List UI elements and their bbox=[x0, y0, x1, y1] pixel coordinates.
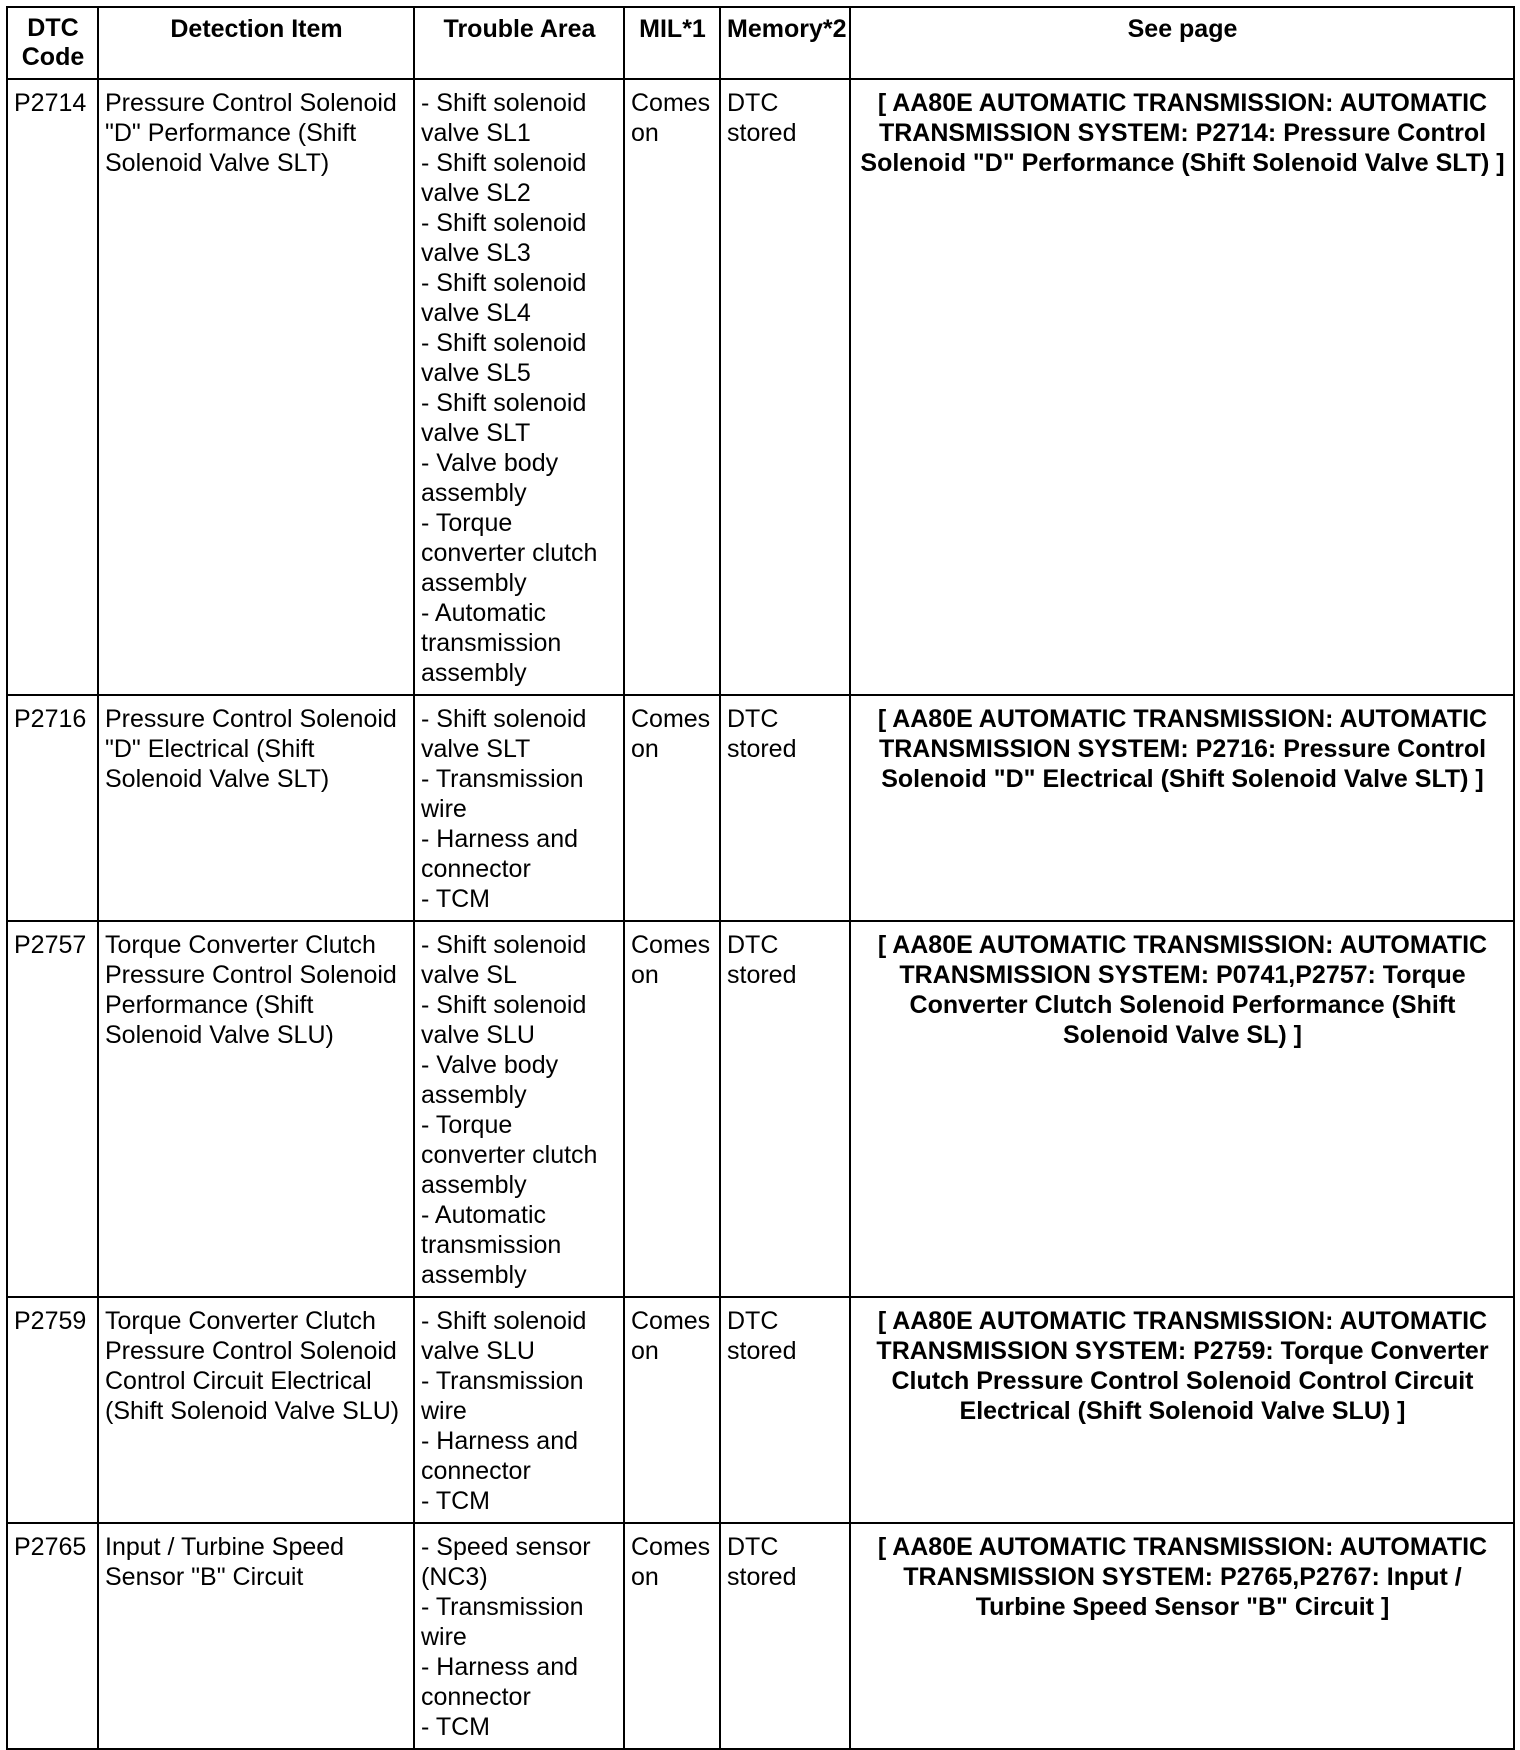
detection-item-cell: Pressure Control Solenoid "D" Performance (Shift Solenoid Valve SLT) bbox=[98, 79, 414, 695]
trouble-area-line: - Harness and connector bbox=[421, 1653, 579, 1711]
trouble-area-line: - Shift solenoid valve SLT bbox=[421, 389, 587, 447]
trouble-area-line: - Valve body assembly bbox=[421, 1051, 559, 1109]
see-page-link[interactable]: [ AA80E AUTOMATIC TRANSMISSION: AUTOMATIC TRANSMISSION SYSTEM: P2765,P2767: Input / Turbine Speed Sensor "B" Circuit ] bbox=[877, 1533, 1488, 1621]
header-mil: MIL*1 bbox=[624, 7, 720, 79]
header-trouble-area: Trouble Area bbox=[414, 7, 624, 79]
table-row bbox=[7, 79, 1514, 695]
trouble-area-line: - TCM bbox=[421, 885, 490, 913]
detection-item-cell: Input / Turbine Speed Sensor "B" Circuit bbox=[98, 1523, 414, 1749]
see-page-cell bbox=[850, 79, 1514, 695]
trouble-area-line: - Speed sensor (NC3) bbox=[421, 1533, 591, 1591]
trouble-area-cell bbox=[414, 79, 624, 695]
dtc-code-cell: P2716 bbox=[7, 695, 98, 921]
mil-cell: Comes on bbox=[624, 79, 720, 695]
memory-cell: DTC stored bbox=[720, 921, 850, 1297]
table-row bbox=[7, 1523, 1514, 1749]
see-page-cell bbox=[850, 1297, 1514, 1523]
trouble-area-line: - Harness and connector bbox=[421, 825, 579, 883]
detection-item-cell: Pressure Control Solenoid "D" Electrical (Shift Solenoid Valve SLT) bbox=[98, 695, 414, 921]
see-page-link[interactable]: [ AA80E AUTOMATIC TRANSMISSION: AUTOMATIC TRANSMISSION SYSTEM: P2759: Torque Converter Clutch Pressure Control Solenoid Control Circuit Electrical (Shift Solenoid Valve SLU) ] bbox=[876, 1307, 1489, 1425]
trouble-area-line: - Shift solenoid valve SL1 bbox=[421, 89, 587, 147]
trouble-area-line: - Shift solenoid valve SL2 bbox=[421, 149, 587, 207]
header-see-page: See page bbox=[850, 7, 1514, 79]
trouble-area-cell bbox=[414, 1297, 624, 1523]
trouble-area-line: - TCM bbox=[421, 1487, 490, 1515]
trouble-area-line: - Automatic transmission assembly bbox=[421, 1201, 562, 1289]
dtc-code-cell: P2714 bbox=[7, 79, 98, 695]
detection-item-cell: Torque Converter Clutch Pressure Control Solenoid Control Circuit Electrical (Shift Solenoid Valve SLU) bbox=[98, 1297, 414, 1523]
mil-cell: Comes on bbox=[624, 1297, 720, 1523]
trouble-area-line: - Transmission wire bbox=[421, 765, 584, 823]
header-detection-item: Detection Item bbox=[98, 7, 414, 79]
trouble-area-line: - Shift solenoid valve SL5 bbox=[421, 329, 587, 387]
trouble-area-cell bbox=[414, 695, 624, 921]
trouble-area-line: - Torque converter clutch assembly bbox=[421, 509, 598, 597]
table-row bbox=[7, 921, 1514, 1297]
see-page-cell bbox=[850, 921, 1514, 1297]
dtc-table bbox=[6, 6, 1515, 1750]
see-page-link[interactable]: [ AA80E AUTOMATIC TRANSMISSION: AUTOMATIC TRANSMISSION SYSTEM: P2714: Pressure Control Solenoid "D" Performance (Shift Solenoid Valve SLT) ] bbox=[860, 89, 1505, 177]
dtc-code-cell: P2759 bbox=[7, 1297, 98, 1523]
dtc-code-cell: P2765 bbox=[7, 1523, 98, 1749]
memory-cell: DTC stored bbox=[720, 1297, 850, 1523]
trouble-area-line: - Shift solenoid valve SL3 bbox=[421, 209, 587, 267]
memory-cell: DTC stored bbox=[720, 1523, 850, 1749]
table-body bbox=[7, 79, 1514, 1749]
see-page-cell bbox=[850, 1523, 1514, 1749]
trouble-area-line: - Transmission wire bbox=[421, 1367, 584, 1425]
detection-item-cell: Torque Converter Clutch Pressure Control Solenoid Performance (Shift Solenoid Valve SLU) bbox=[98, 921, 414, 1297]
see-page-link[interactable]: [ AA80E AUTOMATIC TRANSMISSION: AUTOMATIC TRANSMISSION SYSTEM: P2716: Pressure Control Solenoid "D" Electrical (Shift Solenoid Valve SLT) ] bbox=[877, 705, 1488, 793]
see-page-cell bbox=[850, 695, 1514, 921]
see-page-link[interactable]: [ AA80E AUTOMATIC TRANSMISSION: AUTOMATIC TRANSMISSION SYSTEM: P0741,P2757: Torque Converter Clutch Solenoid Performance (Shift Solenoid Valve SL) ] bbox=[877, 931, 1488, 1049]
memory-cell: DTC stored bbox=[720, 695, 850, 921]
trouble-area-line: - Shift solenoid valve SL bbox=[421, 931, 587, 989]
header-memory: Memory*2 bbox=[720, 7, 850, 79]
trouble-area-line: - Torque converter clutch assembly bbox=[421, 1111, 598, 1199]
header-row bbox=[7, 7, 1514, 79]
dtc-code-cell: P2757 bbox=[7, 921, 98, 1297]
trouble-area-line: - Transmission wire bbox=[421, 1593, 584, 1651]
trouble-area-line: - Harness and connector bbox=[421, 1427, 579, 1485]
trouble-area-cell bbox=[414, 921, 624, 1297]
trouble-area-line: - Valve body assembly bbox=[421, 449, 559, 507]
mil-cell: Comes on bbox=[624, 1523, 720, 1749]
trouble-area-cell bbox=[414, 1523, 624, 1749]
trouble-area-line: - TCM bbox=[421, 1713, 490, 1741]
trouble-area-line: - Shift solenoid valve SLU bbox=[421, 1307, 587, 1365]
table-header bbox=[7, 7, 1514, 79]
memory-cell: DTC stored bbox=[720, 79, 850, 695]
table-row bbox=[7, 1297, 1514, 1523]
trouble-area-line: - Shift solenoid valve SLT bbox=[421, 705, 587, 763]
trouble-area-line: - Shift solenoid valve SLU bbox=[421, 991, 587, 1049]
mil-cell: Comes on bbox=[624, 921, 720, 1297]
trouble-area-line: - Automatic transmission assembly bbox=[421, 599, 562, 687]
table-row bbox=[7, 695, 1514, 921]
mil-cell: Comes on bbox=[624, 695, 720, 921]
trouble-area-line: - Shift solenoid valve SL4 bbox=[421, 269, 587, 327]
header-dtc-code: DTC Code bbox=[7, 7, 98, 79]
